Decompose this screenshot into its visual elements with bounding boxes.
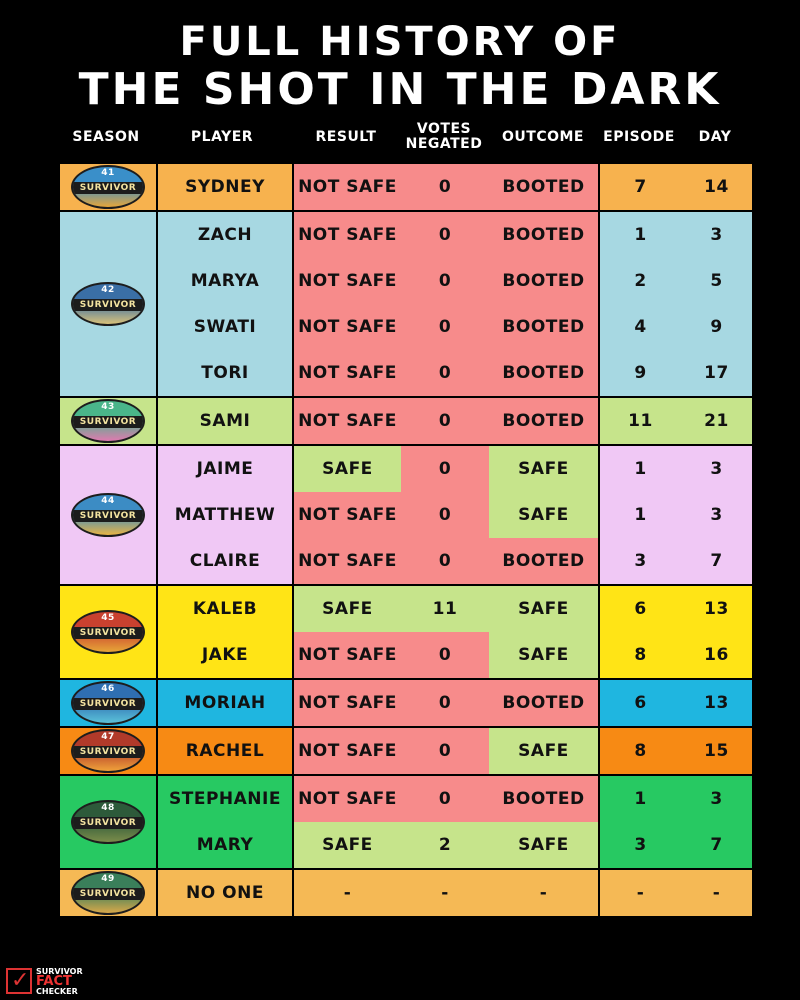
votes-negated-cell: 0 xyxy=(401,445,489,492)
outcome-cell: BOOTED xyxy=(489,350,599,397)
header-day: DAY xyxy=(698,129,732,145)
episode-cell: 2 xyxy=(599,258,681,304)
day-cell: 16 xyxy=(681,632,753,679)
season-logo-cell xyxy=(59,445,157,585)
table-row xyxy=(59,350,753,397)
season-number: 46 xyxy=(101,684,115,694)
player-name: JAKE xyxy=(157,632,293,679)
player-name: SYDNEY xyxy=(157,163,293,211)
votes-negated-cell: 0 xyxy=(401,632,489,679)
votes-negated-cell: 0 xyxy=(401,258,489,304)
season-number: 48 xyxy=(101,803,115,813)
player-name: SAMI xyxy=(157,397,293,445)
outcome-cell: BOOTED xyxy=(489,304,599,350)
season-logo-cell xyxy=(59,679,157,727)
player-name: NO ONE xyxy=(157,869,293,917)
day-cell: 9 xyxy=(681,304,753,350)
survivor-season-logo-icon xyxy=(71,399,145,443)
result-cell: NOT SAFE xyxy=(293,211,401,258)
result-cell: NOT SAFE xyxy=(293,163,401,211)
day-cell: 21 xyxy=(681,397,753,445)
survivor-season-logo-icon xyxy=(71,681,145,725)
votes-negated-cell: 0 xyxy=(401,304,489,350)
season-logo-cell xyxy=(59,775,157,869)
day-cell: 3 xyxy=(681,775,753,822)
logo-band-text: SURVIVOR xyxy=(73,182,143,194)
table-row xyxy=(59,492,753,538)
survivor-season-logo-icon xyxy=(71,165,145,209)
day-cell: 5 xyxy=(681,258,753,304)
header-votes-line2: NEGATED xyxy=(405,136,483,152)
votes-negated-cell: - xyxy=(401,869,489,917)
outcome-cell: SAFE xyxy=(489,727,599,775)
season-logo-cell xyxy=(59,397,157,445)
day-cell: 7 xyxy=(681,538,753,585)
episode-cell: 1 xyxy=(599,492,681,538)
table-row xyxy=(59,585,753,632)
votes-negated-cell: 0 xyxy=(401,492,489,538)
votes-negated-cell: 0 xyxy=(401,211,489,258)
episode-cell: 6 xyxy=(599,679,681,727)
player-name: KALEB xyxy=(157,585,293,632)
outcome-cell: BOOTED xyxy=(489,538,599,585)
table-row xyxy=(59,538,753,585)
table-row xyxy=(59,679,753,727)
player-name: MORIAH xyxy=(157,679,293,727)
episode-cell: 1 xyxy=(599,775,681,822)
outcome-cell: SAFE xyxy=(489,445,599,492)
survivor-season-logo-icon xyxy=(71,282,145,326)
result-cell: NOT SAFE xyxy=(293,632,401,679)
survivor-season-logo-icon xyxy=(71,800,145,844)
episode-cell: 8 xyxy=(599,632,681,679)
outcome-cell: BOOTED xyxy=(489,163,599,211)
episode-cell: 7 xyxy=(599,163,681,211)
day-cell: 17 xyxy=(681,350,753,397)
day-cell: 7 xyxy=(681,822,753,869)
survivor-season-logo-icon xyxy=(71,493,145,537)
outcome-cell: SAFE xyxy=(489,492,599,538)
header-season: SEASON xyxy=(72,129,140,145)
table-row xyxy=(59,727,753,775)
result-cell: NOT SAFE xyxy=(293,350,401,397)
episode-cell: 3 xyxy=(599,822,681,869)
logo-band-text: SURVIVOR xyxy=(73,416,143,428)
season-number: 45 xyxy=(101,613,115,623)
day-cell: - xyxy=(681,869,753,917)
episode-cell: 3 xyxy=(599,538,681,585)
result-cell: SAFE xyxy=(293,445,401,492)
outcome-cell: BOOTED xyxy=(489,679,599,727)
season-number: 47 xyxy=(101,732,115,742)
outcome-cell: BOOTED xyxy=(489,258,599,304)
episode-cell: 9 xyxy=(599,350,681,397)
table-row xyxy=(59,822,753,869)
player-name: RACHEL xyxy=(157,727,293,775)
season-logo-cell xyxy=(59,869,157,917)
header-votes-line1: VOTES xyxy=(416,121,472,137)
result-cell: - xyxy=(293,869,401,917)
votes-negated-cell: 0 xyxy=(401,727,489,775)
season-logo-cell xyxy=(59,211,157,397)
table-row xyxy=(59,258,753,304)
outcome-cell: - xyxy=(489,869,599,917)
episode-cell: 4 xyxy=(599,304,681,350)
outcome-cell: BOOTED xyxy=(489,211,599,258)
votes-negated-cell: 0 xyxy=(401,163,489,211)
logo-band-text: SURVIVOR xyxy=(73,627,143,639)
player-name: ZACH xyxy=(157,211,293,258)
result-cell: NOT SAFE xyxy=(293,679,401,727)
season-logo-cell xyxy=(59,727,157,775)
result-cell: NOT SAFE xyxy=(293,775,401,822)
votes-negated-cell: 0 xyxy=(401,350,489,397)
player-name: CLAIRE xyxy=(157,538,293,585)
table-row xyxy=(59,304,753,350)
outcome-cell: BOOTED xyxy=(489,775,599,822)
episode-cell: 11 xyxy=(599,397,681,445)
header-result: RESULT xyxy=(315,129,377,145)
title-line-1: FULL HISTORY OF xyxy=(179,19,621,65)
episode-cell: 8 xyxy=(599,727,681,775)
votes-negated-cell: 0 xyxy=(401,397,489,445)
votes-negated-cell: 0 xyxy=(401,679,489,727)
table-row xyxy=(59,445,753,492)
title-line-2: THE SHOT IN THE DARK xyxy=(78,64,722,115)
table-row xyxy=(59,775,753,822)
result-cell: NOT SAFE xyxy=(293,492,401,538)
episode-cell: 6 xyxy=(599,585,681,632)
player-name: SWATI xyxy=(157,304,293,350)
season-number: 41 xyxy=(101,168,115,178)
table-row xyxy=(59,397,753,445)
day-cell: 3 xyxy=(681,492,753,538)
player-name: MARYA xyxy=(157,258,293,304)
player-name: MATTHEW xyxy=(157,492,293,538)
outcome-cell: SAFE xyxy=(489,822,599,869)
day-cell: 15 xyxy=(681,727,753,775)
votes-negated-cell: 0 xyxy=(401,538,489,585)
player-name: STEPHANIE xyxy=(157,775,293,822)
logo-band-text: SURVIVOR xyxy=(73,698,143,710)
day-cell: 14 xyxy=(681,163,753,211)
logo-band-text: SURVIVOR xyxy=(73,817,143,829)
outcome-cell: SAFE xyxy=(489,585,599,632)
day-cell: 3 xyxy=(681,445,753,492)
table-row xyxy=(59,632,753,679)
season-number: 49 xyxy=(101,874,115,884)
result-cell: NOT SAFE xyxy=(293,397,401,445)
header-outcome: OUTCOME xyxy=(502,129,584,145)
header-episode: EPISODE xyxy=(603,129,675,145)
header-player: PLAYER xyxy=(190,129,254,145)
result-cell: NOT SAFE xyxy=(293,258,401,304)
survivor-fact-checker-logo: ✓ SURVIVOR FACT CHECKER xyxy=(6,966,126,996)
votes-negated-cell: 2 xyxy=(401,822,489,869)
history-table xyxy=(58,162,754,918)
header-votes-negated xyxy=(400,122,488,152)
day-cell: 13 xyxy=(681,585,753,632)
result-cell: NOT SAFE xyxy=(293,538,401,585)
survivor-season-logo-icon xyxy=(71,871,145,915)
season-logo-cell xyxy=(59,163,157,211)
votes-negated-cell: 11 xyxy=(401,585,489,632)
player-name: MARY xyxy=(157,822,293,869)
check-box-icon: ✓ xyxy=(6,968,32,994)
season-number: 43 xyxy=(101,402,115,412)
logo-band-text: SURVIVOR xyxy=(73,746,143,758)
player-name: TORI xyxy=(157,350,293,397)
logo-band-text: SURVIVOR xyxy=(73,888,143,900)
result-cell: SAFE xyxy=(293,822,401,869)
result-cell: NOT SAFE xyxy=(293,727,401,775)
episode-cell: - xyxy=(599,869,681,917)
outcome-cell: BOOTED xyxy=(489,397,599,445)
survivor-season-logo-icon xyxy=(71,729,145,773)
result-cell: SAFE xyxy=(293,585,401,632)
votes-negated-cell: 0 xyxy=(401,775,489,822)
table-row xyxy=(59,211,753,258)
day-cell: 3 xyxy=(681,211,753,258)
episode-cell: 1 xyxy=(599,445,681,492)
day-cell: 13 xyxy=(681,679,753,727)
logo-band-text: SURVIVOR xyxy=(73,299,143,311)
season-number: 44 xyxy=(101,496,115,506)
result-cell: NOT SAFE xyxy=(293,304,401,350)
logo-band-text: SURVIVOR xyxy=(73,510,143,522)
episode-cell: 1 xyxy=(599,211,681,258)
table-row xyxy=(59,869,753,917)
season-number: 42 xyxy=(101,285,115,295)
outcome-cell: SAFE xyxy=(489,632,599,679)
player-name: JAIME xyxy=(157,445,293,492)
table-row xyxy=(59,163,753,211)
survivor-season-logo-icon xyxy=(71,610,145,654)
season-logo-cell xyxy=(59,585,157,679)
